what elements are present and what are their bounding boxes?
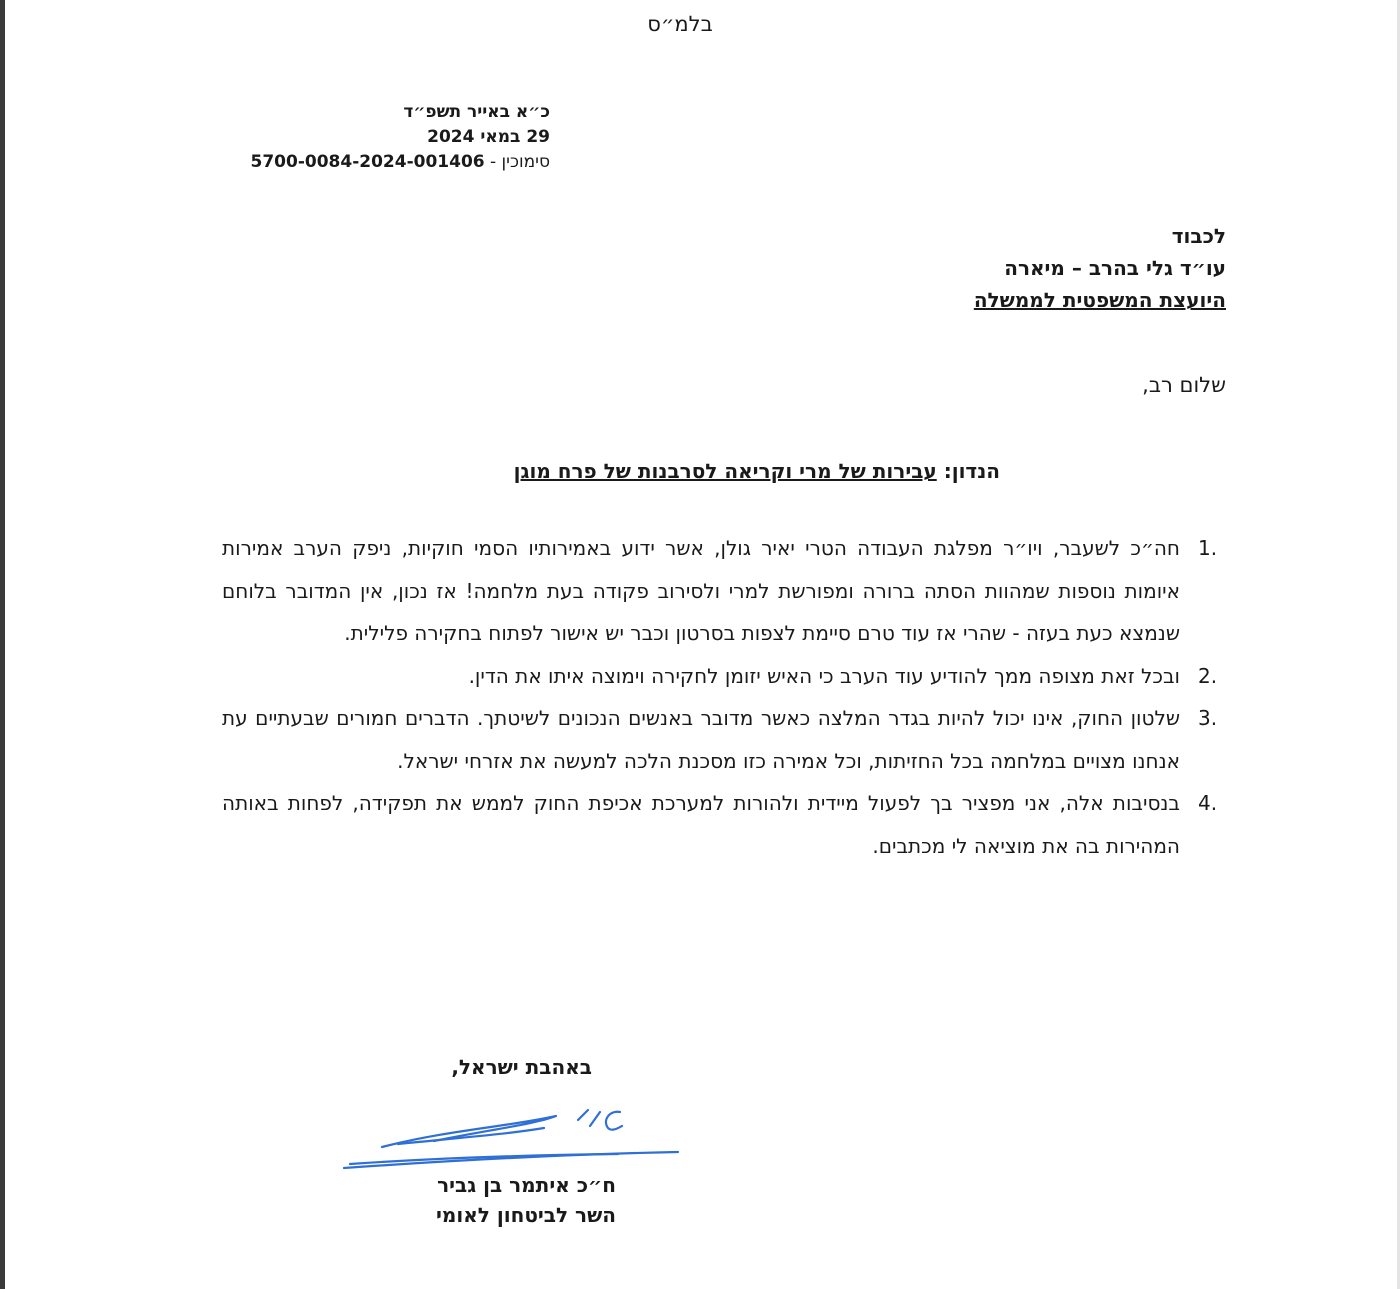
reference-number: 5700-0084-2024-001406 xyxy=(250,152,485,172)
subject-text: עבירות של מרי וקריאה לסרבנות של פרח מוגן xyxy=(513,459,937,483)
numbered-paragraphs xyxy=(222,527,1228,867)
signer-block xyxy=(330,1170,616,1230)
paragraph-number: 2. xyxy=(1198,663,1218,688)
subject-label: הנדון: xyxy=(943,459,1000,483)
signer-position: השר לביטחון לאומי xyxy=(436,1203,616,1227)
paragraph-item xyxy=(222,697,1228,782)
subject-line xyxy=(300,459,1000,483)
hebrew-date: כ״א באייר תשפ״ד xyxy=(403,102,550,122)
addressee-name: עו״ד גלי בהרב – מיארה xyxy=(1004,256,1226,280)
paragraph-text: בנסיבות אלה, אני מפציר בך לפעול מיידית ולהורות למערכת אכיפת החוק לממש את תפקידה, לפחות באותה המהירות בה את מוציאה לי מכתבים. xyxy=(222,791,1180,858)
greeting: שלום רב, xyxy=(1142,373,1226,397)
addressee-salutation: לכבוד xyxy=(1171,224,1226,248)
paragraph-number: 1. xyxy=(1198,536,1218,560)
closing-phrase: באהבת ישראל, xyxy=(451,1055,592,1079)
reference-label: סימוכין - xyxy=(490,152,550,172)
addressee-block xyxy=(820,220,1226,316)
paragraph-number: 4. xyxy=(1198,791,1218,815)
signer-name: ח״כ איתמר בן גביר xyxy=(437,1173,616,1197)
reference-line xyxy=(200,150,550,175)
paragraph-number: 3. xyxy=(1198,706,1218,730)
addressee-title: היועצת המשפטית לממשלה xyxy=(973,288,1226,312)
gregorian-date: 29 במאי 2024 xyxy=(427,127,550,147)
paragraph-item xyxy=(222,655,1228,698)
handwritten-signature xyxy=(338,1100,683,1176)
paragraph-item xyxy=(222,527,1228,655)
classification-marking: בלמ״ס xyxy=(647,12,713,36)
paragraph-text: ובכל זאת מצופה ממך להודיע עוד הערב כי האיש יזומן לחקירה וימוצה איתו את הדין. xyxy=(468,663,1180,688)
letter-dates xyxy=(200,100,550,175)
paragraph-text: שלטון החוק, אינו יכול להיות בגדר המלצה כאשר מדובר באנשים הנכונים לשיטתך. הדברים חמורים שבעתיים עת אנחנו מצויים במלחמה בכל החזיתות, וכל אמירה כזו מסכנת הלכה למעשה את אזרחי ישראל. xyxy=(222,706,1180,773)
paragraph-item xyxy=(222,782,1228,867)
paragraph-text: חה״כ לשעבר, ויו״ר מפלגת העבודה הטרי יאיר גולן, אשר ידוע באמירותיו הסמי חוקיות, ניפק הערב אמירות איומות נוספות שמהוות הסתה ברורה ומפורשת למרי ולסירוב פקודה בעת מלחמה! אז נכון, אין המדובר בלוחם שנמצא כעת בעזה - שהרי אז עוד טרם סיימת לצפות בסרטון וכבר יש אישור לפתוח בחקירה פלילית. xyxy=(222,536,1180,645)
page-left-border xyxy=(0,0,5,1289)
